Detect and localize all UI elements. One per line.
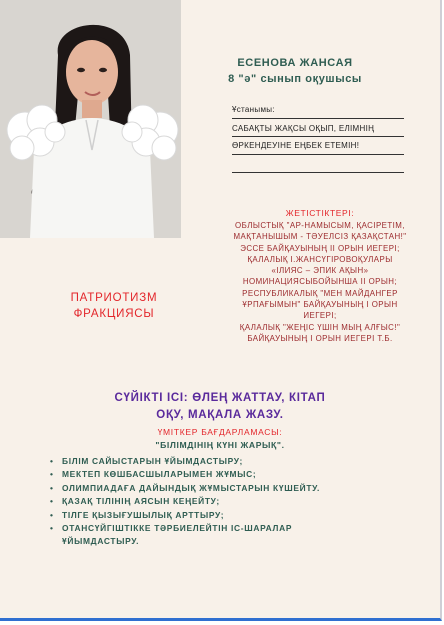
- fraction-line-1: ПАТРИОТИЗМ: [70, 292, 158, 304]
- student-name: ЕСЕНОВА ЖАНСАЯ: [237, 57, 353, 69]
- program-subtitle: "БІЛІМДІНІҢ КҮНІ ЖАРЫҚ".: [155, 440, 285, 450]
- student-portrait-illustration: [0, 0, 181, 238]
- motto-underline: [232, 118, 404, 119]
- program-item-text: ҚАЗАҚ ТІЛІНІҢ АЯСЫН КЕҢЕЙТУ;: [62, 496, 220, 507]
- motto-underline: [232, 154, 404, 155]
- list-item: [50, 509, 430, 522]
- achievement-line: ОБЛЫСТЫҚ "АР-НАМЫСЫМ, ҚАСІРЕТІМ,: [235, 221, 405, 230]
- list-item: [50, 482, 430, 495]
- achievement-line: БАЙҚАУЫНЫҢ І ОРЫН ИЕГЕРІ Т.Б.: [247, 333, 393, 343]
- hobby-section: [40, 390, 400, 424]
- program-item-text: ҰЙЫМДАСТЫРУ.: [62, 536, 140, 547]
- list-item-continuation: [50, 535, 430, 548]
- motto-underline: [232, 172, 404, 173]
- achievement-line: НОМИНАЦИЯСЫБОЙЫНША ІІ ОРЫН;: [242, 277, 398, 287]
- program-item-text: БІЛІМ САЙЫСТАРЫН ҰЙЫМДАСТЫРУ;: [62, 456, 243, 466]
- achievements-list: [200, 220, 440, 344]
- program-item-text: МЕКТЕП КӨШБАСШЫЛАРЫМЕН ЖҰМЫС;: [62, 469, 257, 480]
- hobby-line-2: ОҚУ, МАҚАЛА ЖАЗУ.: [156, 409, 284, 421]
- bullet-icon: •: [50, 456, 54, 466]
- program-item-text: ОТАНСҮЙГІШТІККЕ ТӘРБИЕЛЕЙТІН ІС-ШАРАЛАР: [62, 523, 293, 534]
- achievement-line: ҚАЛАЛЫҚ І.ЖАНСҮГІРОВОҚУЛАРЫ: [247, 254, 393, 264]
- achievement-line: ИЕГЕРІ;: [303, 311, 337, 321]
- fraction-heading: [36, 290, 192, 322]
- program-title: ҮМІТКЕР БАҒДАРЛАМАСЫ:: [157, 427, 283, 437]
- motto-label: Ұстанымы:: [232, 105, 275, 114]
- list-item: [50, 495, 430, 508]
- student-photo: [0, 0, 181, 238]
- achievement-line: РЕСПУБЛИКАЛЫҚ "МЕН МАЙДАНГЕР: [242, 288, 398, 298]
- achievement-line: ҚАЛАЛЫҚ "ЖЕҢІС ҮШІН МЫҢ АЛҒЫС!": [239, 322, 401, 332]
- achievement-line: МАҚТАНЫШЫМ - ТӘУЕЛСІЗ ҚАЗАҚСТАН!": [233, 232, 407, 242]
- hobby-line-1: СҮЙІКТІ ІСІ: ӨЛЕҢ ЖАТТАУ, КІТАП: [114, 392, 326, 404]
- program-item-text: ТІЛГЕ ҚЫЗЫҒУШЫЛЫҚ АРТТЫРУ;: [62, 509, 225, 520]
- motto-line-1: САБАҚТЫ ЖАҚСЫ ОҚЫП, ЕЛІМНІҢ: [232, 124, 375, 133]
- achievement-line: «ІЛИЯС – ЭПИК АҚЫН»: [271, 266, 369, 276]
- list-item: [50, 455, 430, 468]
- motto-underline: [232, 136, 404, 137]
- achievement-line: ҰРПАҒЫМЫН" БАЙҚАУЫНЫҢ І ОРЫН: [242, 300, 398, 310]
- student-class: 8 "ә" сынып оқушысы: [228, 73, 362, 85]
- list-item: [50, 522, 430, 535]
- fraction-line-2: ФРАКЦИЯСЫ: [73, 308, 155, 320]
- achievements-title: ЖЕТІСТІКТЕРІ:: [285, 208, 355, 218]
- bullet-icon: •: [50, 469, 54, 480]
- program-list: [50, 455, 430, 549]
- achievement-line: ЭССЕ БАЙҚАУЫНЫҢ ІІ ОРЫН ИЕГЕРІ;: [240, 243, 400, 253]
- list-item: [50, 468, 430, 481]
- bullet-icon: •: [50, 509, 54, 520]
- bullet-icon: •: [50, 523, 54, 534]
- program-item-text: ОЛИМПИАДАҒА ДАЙЫНДЫҚ ЖҰМЫСТАРЫН КҮШЕЙТУ.: [62, 482, 321, 493]
- bullet-icon: •: [50, 482, 54, 493]
- bullet-icon: •: [50, 496, 54, 507]
- motto-line-2: ӨРКЕНДЕУІНЕ ЕҢБЕК ЕТЕМІН!: [232, 141, 360, 150]
